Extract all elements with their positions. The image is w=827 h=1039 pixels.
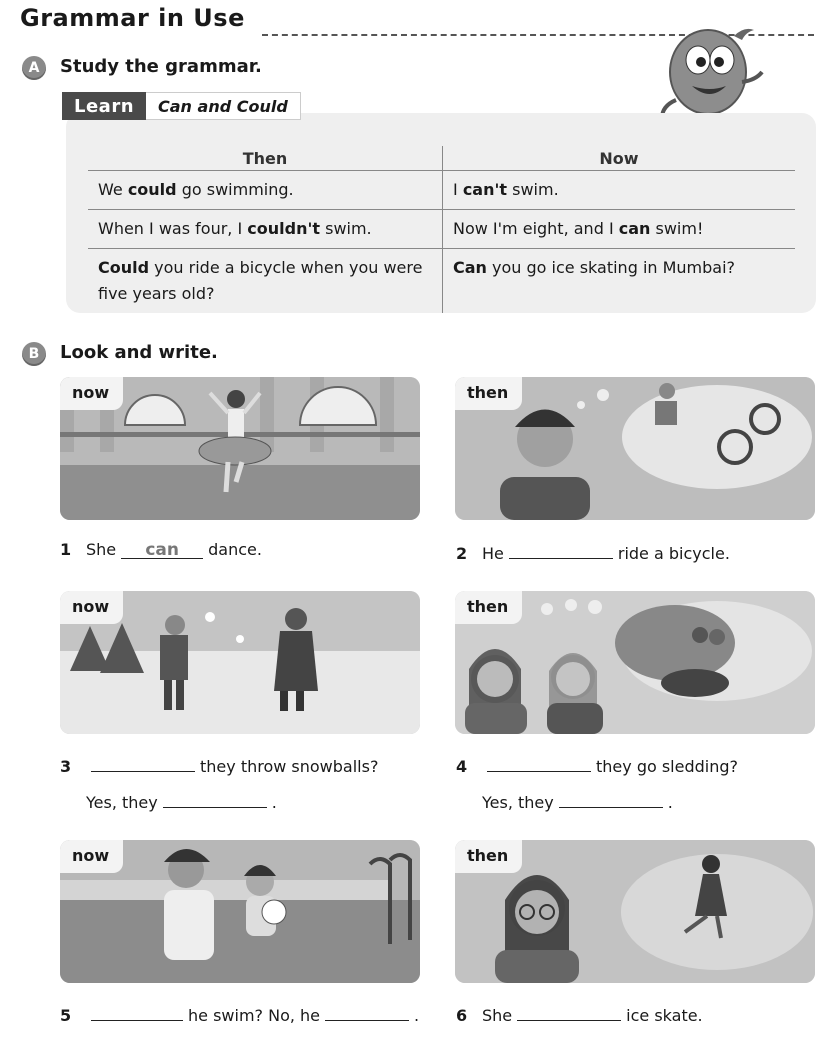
- question-3: 3 they throw snowballs?: [60, 753, 378, 776]
- question-number: 3: [60, 757, 72, 776]
- picture-ballet-dancer: [60, 377, 420, 520]
- learn-tab: [62, 92, 301, 120]
- question-6: 6 She ice skate.: [456, 1002, 703, 1025]
- picture-tag: then: [455, 591, 522, 624]
- then-cell: When I was four, I couldn't swim.: [88, 210, 443, 249]
- section-b-badge: B: [22, 342, 46, 366]
- picture-tag: now: [60, 591, 123, 624]
- picture-boy-bicycle: [455, 377, 815, 520]
- table-row: [88, 249, 795, 314]
- grammar-table: [88, 146, 795, 313]
- picture-snowball-fight: [60, 591, 420, 734]
- question-number: 6: [456, 1006, 468, 1025]
- section-a-title: Study the grammar.: [60, 56, 262, 77]
- now-cell: Can you go ice skating in Mumbai?: [453, 258, 736, 277]
- question-4: 4 they go sledding?: [456, 753, 738, 776]
- answer-blank[interactable]: can: [121, 540, 203, 559]
- learn-topic: Can and Could: [146, 92, 301, 120]
- answer-blank[interactable]: [163, 789, 267, 808]
- picture-tag: now: [60, 840, 123, 873]
- picture-tag: now: [60, 377, 123, 410]
- answer-blank[interactable]: [91, 1002, 183, 1021]
- picture-swimming-pool: [60, 840, 420, 983]
- then-cell: Could you ride a bicycle when you were five years old?: [88, 249, 443, 314]
- section-a-badge: A: [22, 56, 46, 80]
- question-number: 2: [456, 544, 468, 563]
- answer-blank[interactable]: [91, 753, 195, 772]
- question-4-answer: Yes, they .: [482, 789, 673, 812]
- question-5: 5 he swim? No, he .: [60, 1002, 419, 1025]
- question-2: 2 He ride a bicycle.: [456, 540, 730, 563]
- question-1: 1 She can dance.: [60, 540, 262, 560]
- question-3-answer: Yes, they .: [86, 789, 277, 812]
- column-header-now: Now: [443, 146, 796, 171]
- column-header-then: Then: [88, 146, 443, 171]
- answer-blank[interactable]: [487, 753, 591, 772]
- question-number: 1: [60, 540, 72, 559]
- now-cell: Now I'm eight, and I can swim!: [443, 210, 796, 249]
- then-cell: We could go swimming.: [88, 171, 443, 210]
- table-row: [88, 171, 795, 210]
- answer-blank[interactable]: [559, 789, 663, 808]
- table-row: [88, 210, 795, 249]
- answer-blank[interactable]: [517, 1002, 621, 1021]
- section-b-title: Look and write.: [60, 342, 218, 363]
- picture-tag: then: [455, 840, 522, 873]
- picture-tag: then: [455, 377, 522, 410]
- page-title: Grammar in Use: [20, 4, 245, 32]
- answer-blank[interactable]: [325, 1002, 409, 1021]
- picture-sledding: [455, 591, 815, 734]
- now-cell: I can't swim.: [443, 171, 796, 210]
- picture-ice-skating: [455, 840, 815, 983]
- answer-blank[interactable]: [509, 540, 613, 559]
- question-number: 4: [456, 757, 468, 776]
- question-number: 5: [60, 1006, 72, 1025]
- learn-label: Learn: [62, 92, 146, 120]
